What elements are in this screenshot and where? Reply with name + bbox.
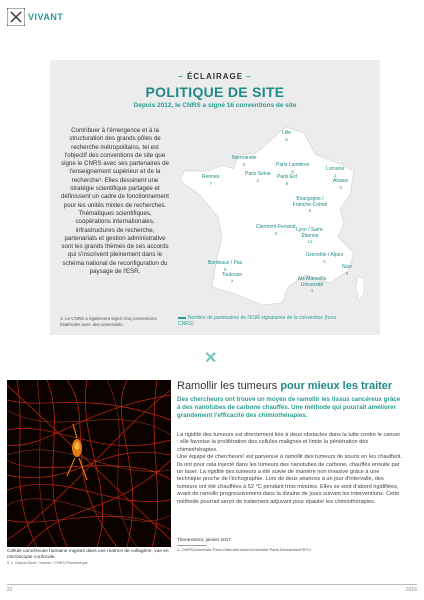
separator-cross-icon: ✕ [204,350,218,367]
city-name: Alsace [333,178,349,184]
article-title-accent: pour mieux les traiter [280,380,393,392]
box-subtitle: Depuis 2012, le CNRS a signé 16 conventions de site [133,102,297,109]
page-footer [7,584,417,593]
dna-icon [7,8,25,26]
city-paris-seine [245,172,271,183]
city-name: Aix-Marseille Université [297,276,327,288]
city-toulouse [222,273,242,284]
article-lead: Des chercheurs ont trouvé un moyen de ramollir les tissus cancéreux grâce à des nanotubes de carbone chauffés. Une méthode qui pourrait améliorer grandement l'efficacité des chimiothérapies. [177,396,401,419]
city-name: Toulouse [222,272,243,278]
city-count: 3 [274,230,277,236]
city-count: 5 [308,208,312,213]
city-count: 5 [291,168,294,174]
city-name: Paris Lumières [276,162,310,168]
city-bordeaux [208,261,242,272]
france-outline [178,125,373,310]
city-count: 2 [256,177,260,183]
article-title [177,380,407,392]
city-lille [282,131,291,142]
city-count: 5 [223,266,227,272]
city-nice [342,265,352,276]
city-rennes [202,175,219,186]
city-count: 7 [209,180,212,186]
city-count: 7 [230,278,234,284]
france-map [178,125,373,310]
city-name: Rennes [202,174,220,180]
city-count: 5 [285,180,289,186]
city-name: Grenoble / Alpes [306,252,343,258]
footnote-rule [177,545,207,546]
map-legend [178,315,338,327]
city-name: Lyon / Saint-Étienne [296,227,324,239]
collagen-photo [7,380,171,547]
city-grenoble [306,253,343,264]
city-name: Bourgogne / Franche-Comté [292,196,328,208]
city-count: 12 [307,239,313,244]
article-body [177,432,403,506]
city-count: 1 [333,172,337,178]
section-rubric [7,6,63,28]
city-aix-marseille [292,277,332,294]
city-name: Clermont-Ferrand [256,224,296,230]
city-name: Paris Seine [245,171,271,177]
city-count: 3 [339,184,342,190]
city-name: Normandie [232,155,257,161]
city-bourgogne [288,197,332,214]
city-name: Lille [282,130,291,136]
box-note: 1. Le CNRS a également signé cinq conventions bilatérales avec des universités. [60,316,157,327]
city-count: 6 [242,161,246,167]
city-alsace [333,179,348,190]
article-title-plain: Ramollir les tumeurs [177,380,281,392]
article-footnote: 1. CNRS/Université Paris-Diderot/Inserm/Université Paris-Descartes/ESPCI [177,547,312,552]
city-paris-lumieres [276,163,309,174]
city-count: 5 [285,136,288,142]
city-count: 2 [345,270,349,276]
page-number: 22 [7,587,13,593]
collagen-fibers-image [7,380,171,547]
box-kicker: – ÉCLAIRAGE – [178,72,252,81]
box-kicker-label: ÉCLAIRAGE [186,72,244,81]
article-source: Theranostics, janvier 2017. [177,537,233,542]
city-lyon [296,228,324,245]
city-name: Lorraine [326,166,345,172]
photo-caption [7,549,171,566]
caption-text: Cellule cancéreuse humaine migrant dans une matrice de collagène, vue en microscopie confocale. [7,549,169,560]
rubric-label: VIVANT [28,12,64,22]
city-paris-est [277,175,297,186]
page-year: 2016 [405,587,417,593]
city-name: Paris Est [277,174,298,180]
city-count: 5 [323,258,326,264]
city-clermont [256,225,295,236]
city-lorraine [326,167,344,178]
city-count: 1 [310,288,314,293]
article-paragraph-2: Une équipe de chercheurs¹ est parvenue à ramollir des tumeurs de souris en les chauffant. Ils ont pour cela injecté dans les tumeurs des nanotubes de carbone, chauffés ensuite par un laser. La rigidité des tumeurs a été suivie de manière non invasive grâce à une technique proche de l'échographie. Lors de deux séances à un jour d'intervalle, des tumeurs ont été chauffées à 52 °C pendant trois minutes. Elles se sont d'abord rigidifiées, avant de ramollir progressivement dans la dizaine de jours suivant les interventions. Cette méthode pourrait servir de traitement adjuvant pour épauler les chimiothérapies. [177,454,403,505]
box-body: Contribuer à l'émergence et à la structuration des grands pôles de recherche métropolitains, tel est l'objectif des conventions de site que signe le CNRS avec ses partenaires de l'enseignement supérieur et de la recherche¹. Elles dessinent une stratégie scientifique partagée et définissent un cadre de fonctionnement pour les unités mixtes de recherches. Thématiques scientifiques, coopérations internationales, infrastructures de recherche, partenariats et gestion administrative sont les grands thèmes de ces accords qui s'inscrivent pleinement dans le schéma national de reconfiguration du paysage de l'ESR. [60,127,169,276]
legend-swatch [178,317,186,319]
city-name: Bordeaux / Pau [208,260,243,266]
box-title: POLITIQUE DE SITE [145,84,285,100]
city-normandie [232,156,256,167]
city-name: Nice [342,264,353,270]
article-paragraph-1: La rigidité des tumeurs est directement liée à deux obstacles dans la lutte contre le cancer : elle favorise la prolifération des cellules malignes et limite la pénétration des chimiothérapies. [177,432,401,453]
photo-credit: © L. Gauvin-Boré / Inserm / CNRS Photothèque [7,560,88,565]
legend-label: Nombre de partenaires de l'ESR signataires de la convention (hors CNRS) [178,315,336,327]
